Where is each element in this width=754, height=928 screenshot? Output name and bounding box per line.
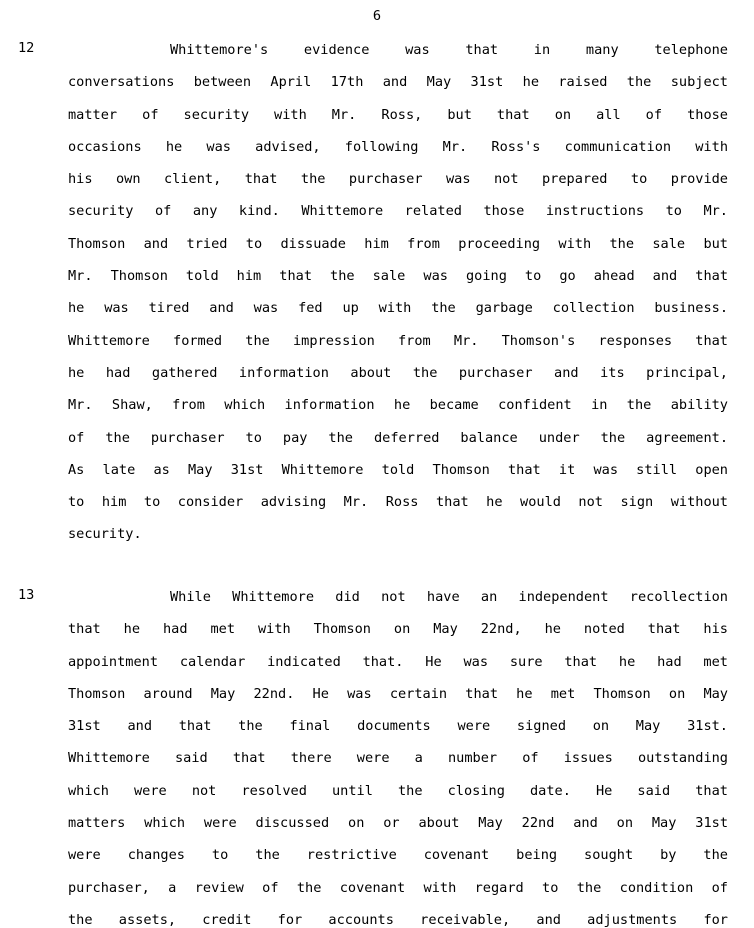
paragraph-line: his own client, that the purchaser was not prepared to provide (68, 171, 728, 188)
paragraph-line: that he had met with Thomson on May 22nd, he noted that his (68, 621, 728, 638)
paragraph-line: were changes to the restrictive covenant being sought by the (68, 847, 728, 864)
paragraph-line: matters which were discussed on or about May 22nd and on May 31st (68, 815, 728, 832)
paragraph-line: Mr. Shaw, from which information he became confident in the ability (68, 397, 728, 414)
paragraph-number: 13 (18, 587, 35, 603)
paragraph-line: Whittemore said that there were a number of issues outstanding (68, 750, 728, 767)
paragraph-line: the assets, credit for accounts receivable, and adjustments for (68, 911, 728, 928)
paragraph-line: matter of security with Mr. Ross, but that on all of those (68, 106, 728, 123)
paragraph-line: appointment calendar indicated that. He was sure that he had met (68, 653, 728, 670)
paragraph-number: 12 (18, 40, 35, 56)
paragraph-body (68, 587, 728, 928)
paragraph-line: As late as May 31st Whittemore told Thomson that it was still open (68, 461, 728, 478)
paragraph-line: While Whittemore did not have an independent recollection (170, 589, 728, 605)
paragraph-line: conversations between April 17th and May 31st he raised the subject (68, 74, 728, 91)
paragraph-line: he was tired and was fed up with the garbage collection business. (68, 300, 728, 317)
paragraph-line: occasions he was advised, following Mr. Ross's communication with (68, 138, 728, 155)
paragraph-body (68, 40, 728, 557)
paragraph-line: he had gathered information about the purchaser and its principal, (68, 364, 728, 381)
paragraph-line: security of any kind. Whittemore related those instructions to Mr. (68, 203, 728, 220)
paragraph-line: of the purchaser to pay the deferred balance under the agreement. (68, 429, 728, 446)
paragraph-line: security. (68, 526, 142, 543)
paragraph-line: to him to consider advising Mr. Ross that he would not sign without (68, 494, 728, 511)
paragraph-line: purchaser, a review of the covenant with regard to the condition of (68, 879, 728, 896)
paragraph-line: 31st and that the final documents were signed on May 31st. (68, 718, 728, 735)
page-number: 6 (372, 8, 382, 24)
paragraph-line: Whittemore's evidence was that in many telephone (170, 42, 728, 58)
paragraph-line: which were not resolved until the closing date. He said that (68, 782, 728, 799)
paragraph-line: Whittemore formed the impression from Mr. Thomson's responses that (68, 332, 728, 349)
paragraph-line: Thomson and tried to dissuade him from proceeding with the sale but (68, 235, 728, 252)
paragraph-line: Thomson around May 22nd. He was certain that he met Thomson on May (68, 685, 728, 702)
paragraph-line: Mr. Thomson told him that the sale was going to go ahead and that (68, 268, 728, 285)
